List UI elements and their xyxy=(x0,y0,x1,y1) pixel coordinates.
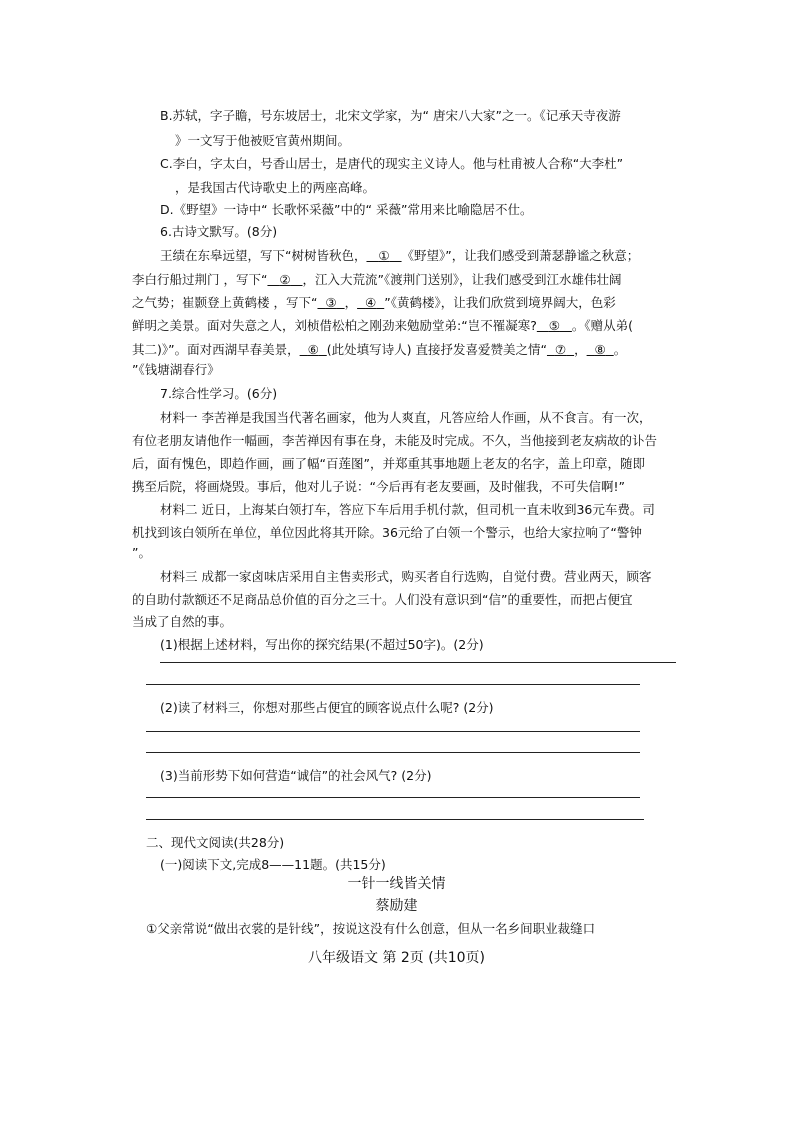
q6-text: ”《黄鹤楼》，让我们欣赏到境界阔大，色彩 xyxy=(384,295,616,310)
q6-line1 xyxy=(160,248,639,264)
material-2-line: 材料二 近日，上海某白领打车，答应下车后用手机付款，但司机一直未收到36元车费。司 xyxy=(160,502,655,517)
q6-text: 鲜明之美景。面对失意之人，刘桢借松柏之刚劲来勉励堂弟:“岂不罹凝寒? xyxy=(132,318,537,333)
material-3-line: 当成了自然的事。 xyxy=(132,614,233,629)
q6-text: 其二)》”。面对西湖早春美景， xyxy=(132,342,300,357)
blank-2: ② xyxy=(279,272,291,287)
material-1-line: 携至后院，将画烧毁。事后，他对儿子说：“今后再有老友要画，及时催我，不可失信啊!” xyxy=(132,479,625,494)
q6-text: 之气势；崔颢登上黄鹤楼 ，写下“ xyxy=(132,295,318,310)
answer-line[interactable] xyxy=(146,752,640,753)
blank-5: ⑤ xyxy=(548,318,560,333)
q6-line6: ”《钱塘湖春行》 xyxy=(132,362,220,377)
answer-line[interactable] xyxy=(160,662,676,663)
section-2-header: 二、现代文阅读(共28分) xyxy=(146,835,285,850)
q6-text: (此处填写诗人) 直接抒发喜爱赞美之情“ xyxy=(326,342,547,357)
q6-text: 。《赠从弟( xyxy=(571,318,634,333)
material-1-line: 后，面有愧色，即趋作画，画了幅“百莲图”，并郑重其事地题上老友的名字，盖上印章，随即 xyxy=(132,456,645,471)
section-2-sub: (一)阅读下文,完成8——11题。(共15分) xyxy=(160,857,386,872)
q6-text: ，江入大荒流”《渡荆门送别》，让我们感受到江水雄伟壮阔 xyxy=(302,272,622,287)
answer-line[interactable] xyxy=(146,684,640,685)
answer-line[interactable] xyxy=(146,797,640,798)
blank-6: ⑥ xyxy=(307,342,319,357)
sub-question-3: (3)当前形势下如何营造“诚信”的社会风气? (2分) xyxy=(160,768,432,783)
sub-question-2: (2)读了材料三，你想对那些占便宜的顾客说点什么呢? (2分) xyxy=(160,700,494,715)
material-2-line: ”。 xyxy=(132,545,151,560)
q6-text: ， xyxy=(574,342,587,357)
article-title: 一针一线皆关情 xyxy=(347,876,446,892)
q6-text: 。 xyxy=(613,342,627,357)
sub-question-1: (1)根据上述材料，写出你的探究结果(不超过50字)。(2分) xyxy=(160,637,484,652)
q6-line5 xyxy=(132,342,626,358)
q6-line3 xyxy=(132,295,616,311)
answer-line[interactable] xyxy=(146,819,644,820)
q6-line2 xyxy=(132,272,622,288)
q6-text: 王绩在东皋远望，写下“树树皆秋色， xyxy=(160,248,367,263)
blank-7: ⑦ xyxy=(554,342,567,357)
article-author: 蔡励建 xyxy=(375,898,418,914)
blank-8: ⑧ xyxy=(594,342,606,357)
q6-text: 《野望》”，让我们感受到萧瑟静谧之秋意； xyxy=(401,248,640,263)
q6-text: 李白行船过荆门 ，写下“ xyxy=(132,272,268,287)
material-3-line: 材料三 成都一家卤味店采用自主售卖形式，购买者自行选购，自觉付费。营业两天，顾客 xyxy=(160,569,652,584)
blank-1: ① xyxy=(378,248,390,263)
question-6-header: 6.古诗文默写。(8分) xyxy=(160,224,278,239)
blank-3: ③ xyxy=(325,295,337,310)
q6-text: ， xyxy=(344,295,358,310)
material-1-line: 材料一 李苦禅是我国当代著名画家，他为人爽直，凡答应给人作画，从不食言。有一次， xyxy=(160,410,652,425)
blank-4: ④ xyxy=(365,295,377,310)
option-d: D.《野望》一诗中“ 长歌怀采薇”中的“ 采薇”常用来比喻隐居不仕。 xyxy=(160,202,533,217)
option-c-line2: ，是我国古代诗歌史上的两座高峰。 xyxy=(175,180,376,195)
material-3-line: 的自助付款额还不足商品总价值的百分之三十。人们没有意识到“信”的重要性，而把占便宜 xyxy=(132,592,633,607)
material-2-line: 机找到该白领所在单位，单位因此将其开除。36元给了白领一个警示，也给大家拉响了“警钟 xyxy=(132,525,642,540)
answer-line[interactable] xyxy=(146,731,640,732)
q6-line4 xyxy=(132,318,633,334)
material-1-line: 有位老朋友请他作一幅画，李苦禅因有事在身，未能及时完成。不久，当他接到老友病故的讣告 xyxy=(132,433,658,448)
page-footer: 八年级语文 第 2页 (共10页) xyxy=(308,950,485,966)
option-b-line2: 》一文写于他被贬官黄州期间。 xyxy=(175,133,351,148)
option-c-line1: C.李白，字太白，号香山居士，是唐代的现实主义诗人。他与杜甫被人合称“大李杜” xyxy=(160,156,624,171)
option-b-line1: B.苏轼，字子瞻，号东坡居士，北宋文学家，为“ 唐宋八大家”之一。《记承天寺夜游 xyxy=(160,108,621,123)
article-paragraph-1: ①父亲常说“做出衣裳的是针线”，按说这没有什么创意，但从一名乡间职业裁缝口 xyxy=(146,921,596,936)
question-7-header: 7.综合性学习。(6分) xyxy=(160,386,278,401)
